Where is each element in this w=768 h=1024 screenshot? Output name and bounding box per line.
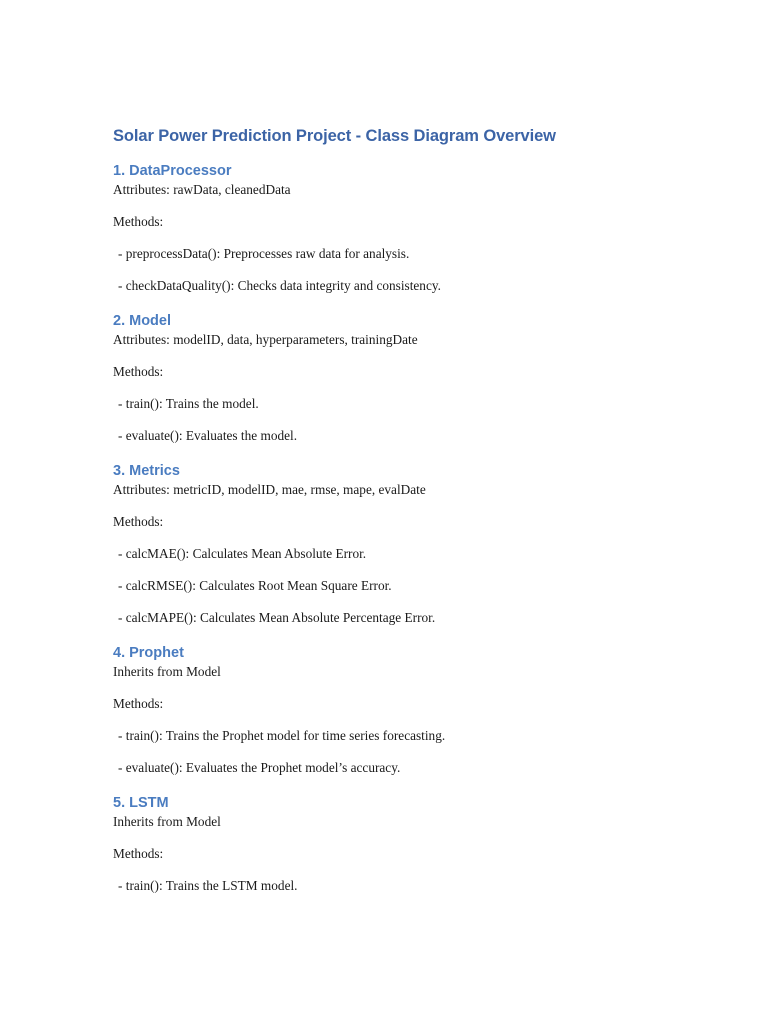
section-heading: 3. Metrics xyxy=(113,463,180,479)
section-lstm xyxy=(113,792,713,900)
inherits-line: Inherits from Model xyxy=(113,814,221,829)
method-line: - calcMAE(): Calculates Mean Absolute Error. xyxy=(118,546,367,561)
section-dataprocessor xyxy=(113,160,713,300)
document-page xyxy=(113,124,713,900)
method-line: - preprocessData(): Preprocesses raw data for analysis. xyxy=(118,246,410,261)
section-heading: 1. DataProcessor xyxy=(113,163,232,179)
method-line: - train(): Trains the Prophet model for time series forecasting. xyxy=(118,728,446,743)
method-line: - calcRMSE(): Calculates Root Mean Square Error. xyxy=(118,578,392,593)
method-line: - train(): Trains the model. xyxy=(118,396,259,411)
section-heading: 4. Prophet xyxy=(113,645,184,661)
method-line: - train(): Trains the LSTM model. xyxy=(118,878,298,893)
attributes-line: Attributes: rawData, cleanedData xyxy=(113,182,291,197)
method-line: - calcMAPE(): Calculates Mean Absolute Percentage Error. xyxy=(118,610,436,625)
document-title: Solar Power Prediction Project - Class Diagram Overview xyxy=(113,127,556,145)
methods-label: Methods: xyxy=(113,696,164,711)
inherits-line: Inherits from Model xyxy=(113,664,221,679)
attributes-line: Attributes: modelID, data, hyperparameters, trainingDate xyxy=(113,332,418,347)
section-metrics xyxy=(113,460,713,632)
methods-label: Methods: xyxy=(113,514,164,529)
methods-label: Methods: xyxy=(113,364,164,379)
section-prophet xyxy=(113,642,713,782)
section-heading: 2. Model xyxy=(113,313,172,329)
method-line: - evaluate(): Evaluates the model. xyxy=(118,428,298,443)
attributes-line: Attributes: metricID, modelID, mae, rmse, mape, evalDate xyxy=(113,482,426,497)
methods-label: Methods: xyxy=(113,214,164,229)
method-line: - evaluate(): Evaluates the Prophet model’s accuracy. xyxy=(118,760,401,775)
section-heading: 5. LSTM xyxy=(113,795,169,811)
methods-label: Methods: xyxy=(113,846,164,861)
section-model xyxy=(113,310,713,450)
method-line: - checkDataQuality(): Checks data integrity and consistency. xyxy=(118,278,441,293)
